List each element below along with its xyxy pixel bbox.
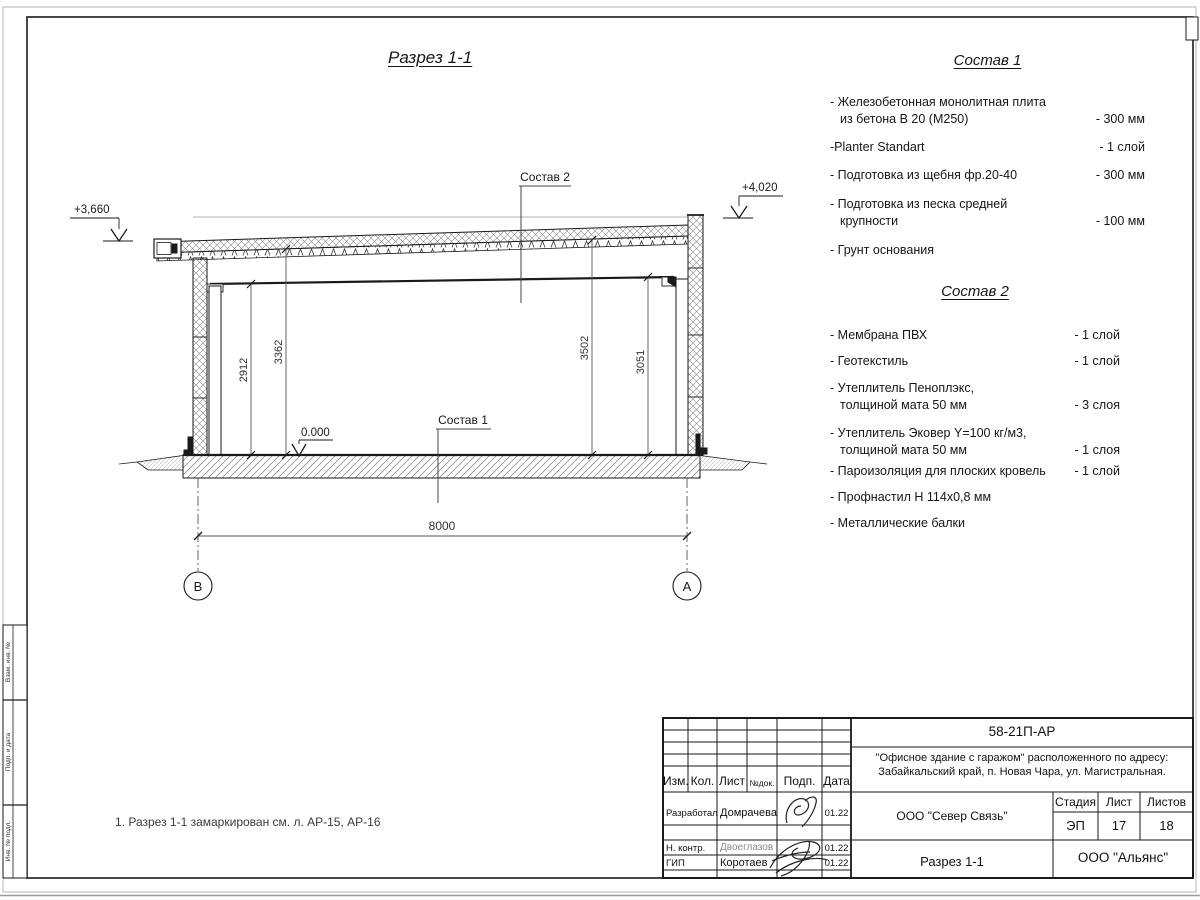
side-stamp-label-podp: Подп. и дата xyxy=(5,732,12,772)
item-value: - 1 слой xyxy=(1074,328,1120,342)
list-item xyxy=(830,139,1145,156)
dim-right-outer: 3502 xyxy=(579,335,591,361)
header-izm: Изм. xyxy=(663,774,689,788)
sheet-number: 17 xyxy=(1111,818,1127,833)
item-text: - Профнастил Н 114х0,8 мм xyxy=(830,490,992,504)
list-item xyxy=(830,353,1120,370)
ref-sostav2: Состав 2 xyxy=(520,170,570,184)
dim-right-inner: 3051 xyxy=(635,349,647,375)
row-role-ncontrol: Н. контр. xyxy=(666,843,706,854)
format-corner-box xyxy=(1186,17,1198,40)
sostav2-title: Состав 2 xyxy=(941,283,1009,300)
sheet-note: 1. Разрез 1-1 замаркирован см. л. АР-15, АР-16 xyxy=(115,815,381,829)
axis-label-right: А xyxy=(682,579,692,594)
stage-header: Стадия xyxy=(1055,795,1096,809)
item-value: - 1 слой xyxy=(1099,140,1145,154)
side-stamp-label-vzam: Взам. инв. № xyxy=(5,641,12,683)
header-kol: Кол. xyxy=(690,774,715,788)
item-value: - 300 мм xyxy=(1095,168,1145,182)
left-column xyxy=(209,286,221,455)
signatures xyxy=(770,797,827,876)
axis-label-left: В xyxy=(193,579,203,594)
sheet-header: Лист xyxy=(1105,795,1133,809)
header-podp: Подп. xyxy=(783,774,816,788)
item-value: - 1 слой xyxy=(1074,354,1120,368)
list-item xyxy=(830,489,1120,506)
elevation-right: +4,020 xyxy=(742,182,778,194)
list-item xyxy=(830,463,1120,480)
row-name-gip: Коротаев xyxy=(720,857,768,869)
section-drawing xyxy=(119,215,767,478)
header-ndok: №док. xyxy=(749,778,775,788)
item-text: - Металлические балки xyxy=(830,516,965,530)
left-apron xyxy=(137,456,183,471)
item-text: - Мембрана ПВХ xyxy=(830,328,928,342)
row-role-developer: Разработал xyxy=(666,808,718,819)
item-text: - Подготовка из щебня фр.20-40 xyxy=(830,168,1018,182)
row-role-gip: ГИП xyxy=(666,858,685,869)
axes xyxy=(184,478,701,600)
item-text: - Геотекстиль xyxy=(830,354,909,368)
sheets-header: Листов xyxy=(1147,795,1186,809)
item-value: - 300 мм xyxy=(1095,112,1145,126)
roof-assembly xyxy=(154,225,688,292)
list-item xyxy=(830,425,1120,459)
signature-developer xyxy=(786,797,816,827)
title-block-sheet-title: Разрез 1-1 xyxy=(920,854,984,869)
list-item xyxy=(830,94,1145,128)
sostav1-block xyxy=(830,52,1145,259)
row-date-gip: 01.22 xyxy=(824,858,849,869)
sostav1-title: Состав 1 xyxy=(953,52,1022,69)
list-item xyxy=(830,196,1145,230)
list-item xyxy=(830,242,1145,259)
item-value: - 1 слой xyxy=(1074,464,1120,478)
project-address-line1: "Офисное здание с гаражом" расположенного по адресу: xyxy=(875,752,1169,764)
left-wall xyxy=(184,258,207,455)
header-list: Лист xyxy=(718,774,746,788)
side-stamp xyxy=(3,625,27,878)
item-text: из бетона В 20 (М250) xyxy=(840,112,969,126)
dimensions xyxy=(194,236,691,540)
floor-slab xyxy=(119,455,767,478)
row-date-developer: 01.22 xyxy=(824,808,849,819)
sheets-total: 18 xyxy=(1159,818,1174,833)
item-value: - 100 мм xyxy=(1095,214,1145,228)
item-text: - Утеплитель Эковер Y=100 кг/м3, xyxy=(830,426,1027,440)
row-date-ncontrol: 01.22 xyxy=(824,843,849,854)
sostav2-block xyxy=(830,283,1120,532)
section-title: Разрез 1-1 xyxy=(388,48,473,67)
item-text: толщиной мата 50 мм xyxy=(840,398,967,412)
row-name-ncontrol: Двоеглазов xyxy=(720,842,774,853)
title-block-code: 58-21П-АР xyxy=(988,724,1056,739)
item-text: толщиной мата 50 мм xyxy=(840,443,967,457)
item-value: - 1 слоя xyxy=(1074,443,1120,457)
item-text: - Подготовка из песка средней xyxy=(830,197,1008,211)
ceiling-beam-line xyxy=(210,277,674,284)
item-text: -Planter Standart xyxy=(830,140,925,154)
row-name-developer: Домрачева xyxy=(720,807,777,819)
item-text: - Грунт основания xyxy=(830,243,935,257)
elevation-left: +3,660 xyxy=(74,204,110,216)
list-item xyxy=(830,515,1120,532)
dim-span: 8000 xyxy=(428,519,456,533)
list-item xyxy=(830,167,1145,184)
composition-leaders xyxy=(436,170,571,503)
item-text: крупности xyxy=(840,214,899,228)
right-wall xyxy=(687,215,707,455)
item-text: - Утеплитель Пеноплэкс, xyxy=(830,381,975,395)
list-item xyxy=(830,380,1120,414)
project-address-line2: Забайкальский край, п. Новая Чара, ул. Магистральная. xyxy=(878,766,1166,778)
item-text: - Железобетонная монолитная плита xyxy=(830,95,1046,109)
dim-left-inner: 2912 xyxy=(238,357,250,383)
header-data: Дата xyxy=(823,774,850,788)
signature-gip xyxy=(770,841,827,876)
item-text: - Пароизоляция для плоских кровель xyxy=(830,464,1046,478)
left-base-flashing xyxy=(184,437,193,455)
organization-name: ООО "Север Связь" xyxy=(896,809,1008,823)
company-name: ООО "Альянс" xyxy=(1077,850,1169,865)
ref-sostav1: Состав 1 xyxy=(438,413,488,427)
right-column xyxy=(676,279,688,455)
stage-value: ЭП xyxy=(1066,818,1085,833)
elevation-floor: 0.000 xyxy=(301,427,330,439)
item-value: - 3 слоя xyxy=(1074,398,1120,412)
dim-left-outer: 3362 xyxy=(273,339,285,365)
right-apron xyxy=(700,456,750,471)
list-item xyxy=(830,327,1120,344)
side-stamp-label-inv: Инв. № подл. xyxy=(5,820,12,862)
